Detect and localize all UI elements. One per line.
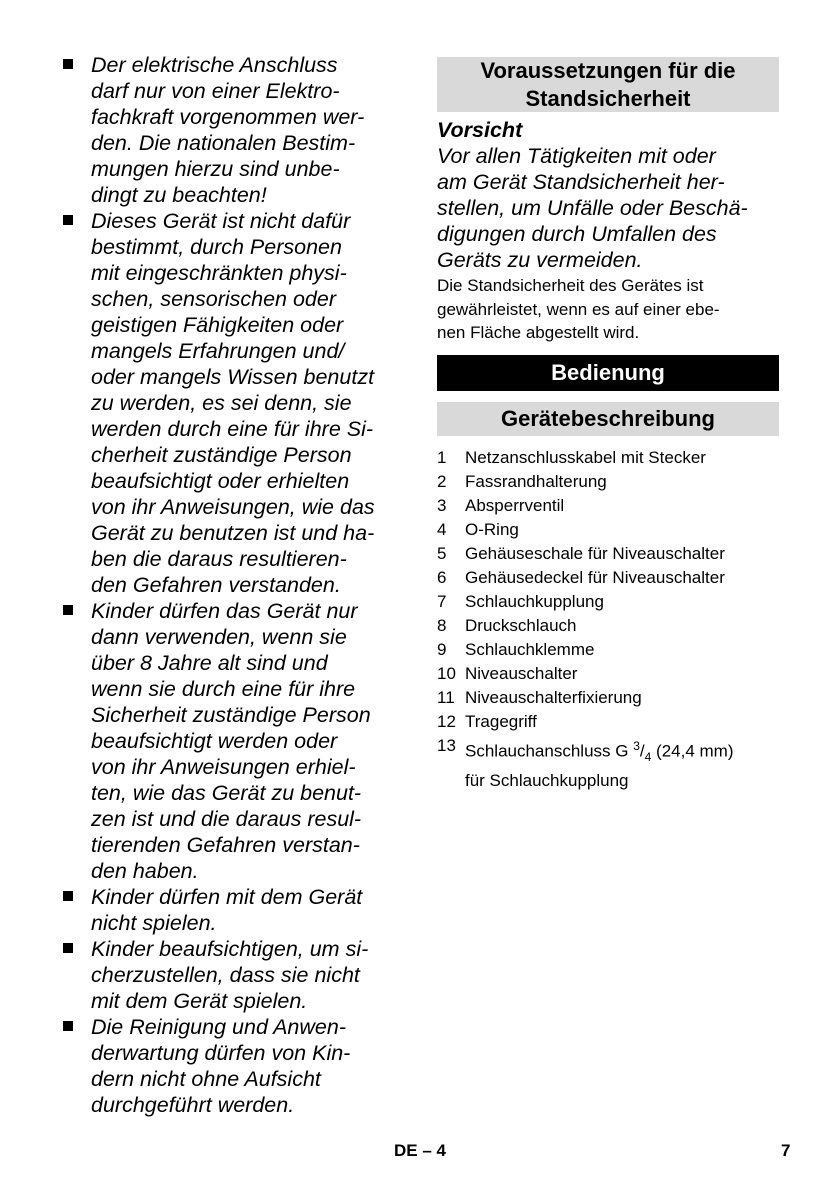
part-label: Absperrventil bbox=[465, 495, 565, 515]
text-line: nen Fläche abgestellt wird. bbox=[437, 323, 640, 342]
part-label: Netzanschlusskabel mit Stecker bbox=[465, 447, 706, 467]
part-label-continuation: für Schlauchkupplung bbox=[465, 770, 629, 790]
text-line: mangels Erfahrungen und/ bbox=[91, 339, 345, 363]
square-bullet-icon bbox=[63, 891, 73, 901]
text-line: derwartung dürfen von Kin- bbox=[91, 1041, 351, 1065]
part-number: 4 bbox=[437, 519, 447, 539]
text-line: ben die daraus resultieren- bbox=[91, 547, 347, 571]
section-header-stability bbox=[437, 57, 779, 112]
part-label: Niveauschalter bbox=[465, 663, 578, 683]
text-line: digungen durch Umfallen des bbox=[437, 222, 717, 246]
list-item bbox=[437, 614, 779, 638]
heading-line: Voraussetzungen für die bbox=[480, 58, 736, 83]
list-item bbox=[437, 566, 779, 590]
part-label: O-Ring bbox=[465, 519, 519, 539]
text-line: mit eingeschränkten physi- bbox=[91, 261, 347, 285]
text-line: Kinder dürfen das Gerät nur bbox=[91, 599, 358, 623]
list-item bbox=[437, 590, 779, 614]
text-line: nicht spielen. bbox=[91, 911, 217, 935]
text-line: fachkraft vorgenommen wer- bbox=[91, 105, 365, 129]
caution-text bbox=[437, 143, 779, 273]
part-label: Gehäusedeckel für Niveauschalter bbox=[465, 567, 725, 587]
square-bullet-icon bbox=[63, 59, 73, 69]
text-line: beaufsichtigt werden oder bbox=[91, 729, 338, 753]
part-number: 12 bbox=[437, 711, 456, 731]
part-label: Fassrandhalterung bbox=[465, 471, 607, 491]
left-column bbox=[60, 52, 410, 1118]
part-label bbox=[465, 734, 779, 769]
bullet-item bbox=[60, 208, 410, 598]
text-line: zu werden, es sei denn, sie bbox=[91, 391, 352, 415]
page-footer-code: DE – 4 bbox=[394, 1141, 446, 1160]
stability-body-text bbox=[437, 274, 779, 345]
list-item bbox=[437, 734, 779, 793]
fraction-numerator: 3 bbox=[633, 738, 640, 753]
text-line: oder mangels Wissen benutzt bbox=[91, 365, 375, 389]
part-number: 2 bbox=[437, 471, 447, 491]
text-line: Geräts zu vermeiden. bbox=[437, 248, 643, 272]
square-bullet-icon bbox=[63, 943, 73, 953]
text-line: stellen, um Unfälle oder Beschä- bbox=[437, 196, 748, 220]
list-item bbox=[437, 494, 779, 518]
list-item bbox=[437, 662, 779, 686]
bullet-item bbox=[60, 598, 410, 884]
part-label: Druckschlauch bbox=[465, 615, 577, 635]
text-line: darf nur von einer Elektro- bbox=[91, 79, 340, 103]
text-line: den Gefahren verstanden. bbox=[91, 573, 341, 597]
text-line: Die Standsicherheit des Gerätes ist bbox=[437, 276, 704, 295]
text-line: cherheit zuständige Person bbox=[91, 443, 352, 467]
part-number: 9 bbox=[437, 639, 447, 659]
text-line: mit dem Gerät spielen. bbox=[91, 989, 308, 1013]
list-item bbox=[437, 446, 779, 470]
part-label: Tragegriff bbox=[465, 711, 537, 731]
list-item bbox=[437, 638, 779, 662]
text-line: tierenden Gefahren verstan- bbox=[91, 833, 360, 857]
section-header-operation: Bedienung bbox=[437, 355, 779, 391]
bullet-item bbox=[60, 884, 410, 936]
text-line: bestimmt, durch Personen bbox=[91, 235, 342, 259]
square-bullet-icon bbox=[63, 215, 73, 225]
text-line: dann verwenden, wenn sie bbox=[91, 625, 347, 649]
text-line: durchgeführt werden. bbox=[91, 1093, 295, 1117]
fraction-denominator: 4 bbox=[644, 749, 652, 764]
part-text: Schlauchanschluss G bbox=[465, 741, 634, 761]
square-bullet-icon bbox=[63, 1021, 73, 1031]
text-line: ten, wie das Gerät zu benut- bbox=[91, 781, 362, 805]
text-line: gewährleistet, wenn es auf einer ebe- bbox=[437, 299, 720, 319]
text-line: Der elektrische Anschluss bbox=[91, 53, 338, 77]
text-line: beaufsichtigt oder erhielten bbox=[91, 469, 350, 493]
text-line: Vor allen Tätigkeiten mit oder bbox=[437, 144, 716, 168]
square-bullet-icon bbox=[63, 605, 73, 615]
right-column bbox=[437, 57, 779, 793]
text-line: Sicherheit zuständige Person bbox=[91, 703, 371, 727]
section-header-device-description: Gerätebeschreibung bbox=[437, 402, 779, 436]
text-line: wenn sie durch eine für ihre bbox=[91, 677, 356, 701]
bullet-item bbox=[60, 1014, 410, 1118]
part-number: 11 bbox=[437, 687, 455, 707]
parts-list bbox=[437, 446, 779, 793]
text-line: Kinder beaufsichtigen, um si- bbox=[91, 937, 369, 961]
list-item bbox=[437, 710, 779, 734]
text-line: von ihr Anweisungen, wie das bbox=[91, 495, 375, 519]
text-line: den. Die nationalen Bestim- bbox=[91, 131, 356, 155]
text-line: geistigen Fähigkeiten oder bbox=[91, 313, 344, 337]
part-number: 6 bbox=[437, 567, 447, 587]
text-line: werden durch eine für ihre Si- bbox=[91, 417, 374, 441]
part-label: Gehäuseschale für Niveauschalter bbox=[465, 543, 725, 563]
text-line: den haben. bbox=[91, 859, 199, 883]
bullet-item bbox=[60, 936, 410, 1014]
part-number: 3 bbox=[437, 495, 447, 515]
part-number: 5 bbox=[437, 543, 447, 563]
list-item bbox=[437, 686, 779, 710]
page-number: 7 bbox=[781, 1141, 791, 1160]
part-number: 7 bbox=[437, 591, 447, 611]
text-line: mungen hierzu sind unbe- bbox=[91, 157, 340, 181]
part-number: 8 bbox=[437, 615, 447, 635]
fraction-slash: / bbox=[639, 741, 645, 761]
text-line: dern nicht ohne Aufsicht bbox=[91, 1067, 321, 1091]
part-number: 13 bbox=[437, 735, 456, 755]
part-label: Schlauchklemme bbox=[465, 639, 595, 659]
part-label: Schlauchkupplung bbox=[465, 591, 604, 611]
text-line: schen, sensorischen oder bbox=[91, 287, 337, 311]
text-line: am Gerät Standsicherheit her- bbox=[437, 170, 725, 194]
part-label: Niveauschalterfixierung bbox=[465, 687, 642, 707]
caution-label: Vorsicht bbox=[437, 118, 523, 142]
text-line: von ihr Anweisungen erhiel- bbox=[91, 755, 356, 779]
list-item bbox=[437, 470, 779, 494]
text-line: zen ist und die daraus resul- bbox=[91, 807, 362, 831]
bullet-item bbox=[60, 52, 410, 208]
list-item bbox=[437, 542, 779, 566]
list-item bbox=[437, 518, 779, 542]
text-line: über 8 Jahre alt sind und bbox=[91, 651, 328, 675]
text-line: dingt zu beachten! bbox=[91, 183, 267, 207]
text-line: Die Reinigung und Anwen- bbox=[91, 1015, 346, 1039]
text-line: cherzustellen, dass sie nicht bbox=[91, 963, 360, 987]
part-number: 1 bbox=[437, 447, 447, 467]
heading-line: Standsicherheit bbox=[525, 85, 691, 111]
part-number: 10 bbox=[437, 663, 456, 683]
text-line: Gerät zu benutzen ist und ha- bbox=[91, 521, 375, 545]
text-line: Kinder dürfen mit dem Gerät bbox=[91, 885, 363, 909]
text-line: Dieses Gerät ist nicht dafür bbox=[91, 209, 351, 233]
part-text: (24,4 mm) bbox=[651, 741, 734, 761]
